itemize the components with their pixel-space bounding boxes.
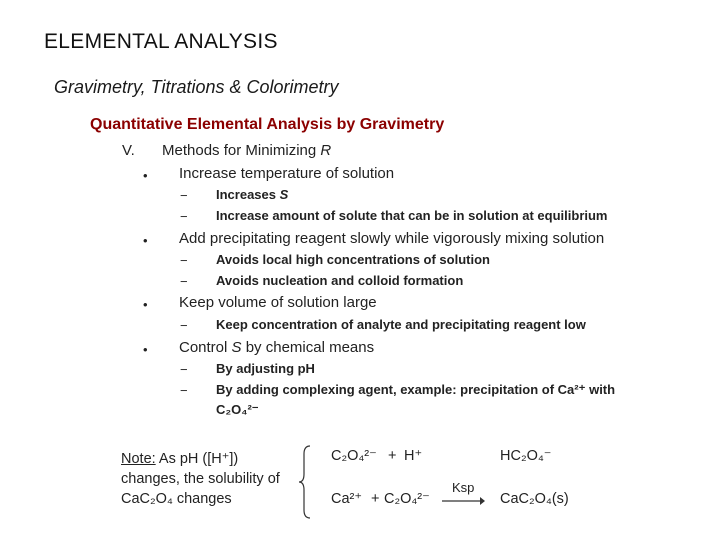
sub-bullet-text: By adding complexing agent, example: precipitation of Ca²⁺ with: [216, 382, 616, 397]
sub-bullet-text: Avoids nucleation and colloid formation: [216, 273, 464, 288]
bullet-marker: •: [143, 168, 148, 183]
dash-marker: −: [180, 188, 188, 203]
bullet-text: [179, 339, 374, 356]
eq-bottom-product: CaC₂O₄(s): [500, 491, 569, 507]
bullet-text: Add precipitating reagent slowly while vigorously mixing solution: [179, 230, 605, 247]
sub-bullet-text: Increase amount of solute that can be in solution at equilibrium: [216, 208, 608, 223]
dash-marker: −: [180, 253, 188, 268]
ksp-label: Ksp: [452, 480, 475, 495]
sub-bullet-text-prefix: Increases: [216, 187, 276, 202]
dash-marker: −: [180, 383, 188, 398]
bullet-symbol: S: [231, 339, 242, 356]
section-heading: Quantitative Elemental Analysis by Gravimetry: [90, 116, 445, 133]
equilibrium-arrow-icon: [440, 496, 486, 506]
sub-bullet-text: [216, 187, 288, 202]
sub-bullet-symbol: S: [279, 187, 289, 202]
eq-bottom-calcium: Ca²⁺: [331, 491, 363, 507]
eq-bottom-oxalate: C₂O₄²⁻: [384, 491, 430, 507]
slide-title: ELEMENTAL ANALYSIS: [44, 30, 278, 53]
bullet-marker: •: [143, 297, 148, 312]
note: [121, 449, 291, 509]
dash-marker: −: [180, 318, 188, 333]
slide-subtitle: Gravimetry, Titrations & Colorimetry: [54, 77, 339, 97]
bullet-marker: •: [143, 233, 148, 248]
bullet-text: Increase temperature of solution: [179, 165, 395, 182]
dash-marker: −: [180, 362, 188, 377]
eq-top-hydrogen: H⁺: [404, 448, 423, 464]
eq-top-reactant: C₂O₄²⁻: [331, 448, 377, 464]
section-topic-text: Methods for Minimizing: [162, 142, 317, 159]
sub-bullet-text: Keep concentration of analyte and precipitating reagent low: [216, 317, 586, 332]
dash-marker: −: [180, 274, 188, 289]
note-label: Note:: [121, 451, 156, 467]
bullet-marker: •: [143, 342, 148, 357]
oxalate-formula: C₂O₄²⁻: [216, 402, 259, 417]
sub-bullet-text: By adjusting pH: [216, 361, 315, 376]
bullet-text: Keep volume of solution large: [179, 294, 377, 311]
section-topic: [162, 142, 331, 159]
roman-numeral: V.: [122, 142, 135, 159]
sub-bullet-text: Avoids local high concentrations of solution: [216, 252, 490, 267]
bullet-text-suffix: by chemical means: [245, 339, 375, 356]
note-text: As pH ([H⁺]) changes, the solubility of CaC₂O₄ changes: [121, 451, 280, 507]
dash-marker: −: [180, 209, 188, 224]
section-topic-symbol: R: [320, 142, 332, 159]
eq-top-product: HC₂O₄⁻: [500, 448, 552, 464]
eq-top-plus: +: [388, 448, 397, 464]
bullet-text-prefix: Control: [179, 339, 228, 356]
eq-bottom-plus: +: [371, 491, 380, 507]
left-brace-icon: [298, 444, 312, 520]
